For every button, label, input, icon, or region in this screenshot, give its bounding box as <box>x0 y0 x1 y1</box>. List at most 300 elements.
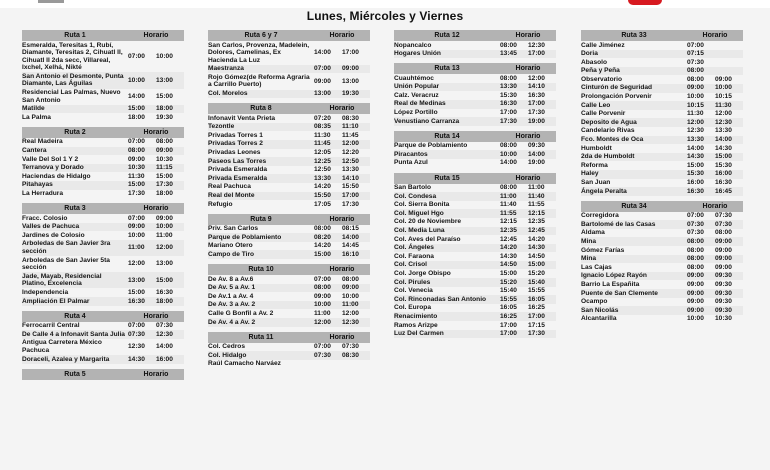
schedule-label: Horario <box>143 205 169 213</box>
end-time: 16:45 <box>715 187 732 195</box>
start-time: 09:00 <box>314 292 331 300</box>
end-time: 12:00 <box>156 244 173 252</box>
colony-name: Parque de Poblamiento <box>208 233 282 241</box>
table-row <box>581 75 743 84</box>
start-time: 08:35 <box>314 123 331 131</box>
table-row <box>394 159 556 168</box>
table-row <box>581 255 743 264</box>
table-row <box>581 127 743 136</box>
schedule-label: Horario <box>143 312 169 320</box>
table-row <box>22 240 184 256</box>
end-time: 11:55 <box>528 201 545 209</box>
table-row <box>22 181 184 190</box>
end-time: 13:00 <box>156 76 173 84</box>
brand-logo <box>628 0 662 5</box>
colony-name: Fracc. Colosio <box>22 214 68 222</box>
table-row <box>581 93 743 102</box>
start-time: 15:00 <box>128 105 145 113</box>
end-time: 12:00 <box>715 110 732 118</box>
colony-name: Col. Jorge Obispo <box>394 269 451 277</box>
start-time: 15:30 <box>500 91 517 99</box>
end-time: 07:30 <box>156 322 173 330</box>
table-row <box>208 73 370 89</box>
end-time: 12:15 <box>528 209 545 217</box>
table-row <box>581 315 743 324</box>
table-row <box>394 142 556 151</box>
start-time: 15:00 <box>687 161 704 169</box>
colony-name: Tezontle <box>208 123 235 131</box>
table-row <box>208 284 370 293</box>
table-row <box>581 272 743 281</box>
start-time: 10:00 <box>687 93 704 101</box>
colony-name: Priv. San Carlos <box>208 225 259 233</box>
colony-name: Col. Cedros <box>208 343 246 351</box>
table-row <box>394 261 556 270</box>
colony-name: Real del Monte <box>208 192 255 199</box>
start-time: 17:00 <box>500 330 517 338</box>
colony-name: Ocampo <box>581 298 608 306</box>
colony-name: Parque de Poblamiento <box>394 142 468 150</box>
start-time: 09:00 <box>128 155 145 163</box>
table-row <box>208 200 370 209</box>
start-time: 10:00 <box>128 76 145 84</box>
table-row <box>394 50 556 59</box>
table-row <box>22 72 184 88</box>
colony-name: Campo de Tiro <box>208 250 255 258</box>
table-row <box>394 41 556 50</box>
table-row <box>22 272 184 288</box>
start-time: 11:30 <box>687 110 704 118</box>
schedule-column-4 <box>581 30 743 328</box>
table-row <box>394 252 556 261</box>
start-time: 15:00 <box>314 250 331 258</box>
colony-name: Raúl Camacho Narváez <box>208 360 281 368</box>
start-time: 15:00 <box>128 181 145 189</box>
table-row <box>208 292 370 301</box>
table-row <box>394 235 556 244</box>
end-time: 15:00 <box>528 261 545 269</box>
table-row <box>22 105 184 114</box>
start-time: 14:30 <box>128 355 145 363</box>
start-time: 14:00 <box>500 159 517 167</box>
schedule-label: Horario <box>515 65 541 73</box>
start-time: 14:30 <box>500 252 517 260</box>
logo-mark <box>38 0 64 3</box>
colony-name: Infonavit Venta Prieta <box>208 114 276 122</box>
route-name: Ruta 33 <box>621 32 647 39</box>
start-time: 07:30 <box>687 220 704 228</box>
route-header <box>208 103 370 114</box>
table-row <box>208 183 370 192</box>
start-time: 07:15 <box>687 50 704 58</box>
end-time: 09:00 <box>715 75 732 83</box>
end-time: 14:10 <box>528 83 545 91</box>
end-time: 09:00 <box>715 255 732 263</box>
route-name: Ruta 2 <box>64 128 86 136</box>
table-row <box>581 84 743 93</box>
start-time: 08:00 <box>500 74 517 82</box>
end-time: 11:15 <box>156 164 173 172</box>
route-name: Ruta 1 <box>64 32 86 39</box>
route-name: Ruta 3 <box>64 205 86 213</box>
colony-name: Privadas Torres 1 <box>208 131 263 139</box>
start-time: 12:05 <box>314 149 331 157</box>
route-table <box>22 203 184 306</box>
end-time: 08:00 <box>715 229 732 237</box>
end-time: 12:30 <box>528 41 545 49</box>
route-table <box>22 30 184 122</box>
end-time: 14:30 <box>715 144 732 152</box>
end-time: 14:50 <box>528 252 545 260</box>
route-name: Ruta 11 <box>248 333 274 341</box>
table-row <box>208 192 370 201</box>
start-time: 09:00 <box>687 306 704 314</box>
end-time: 15:00 <box>715 153 732 161</box>
start-time: 07:00 <box>128 322 145 330</box>
colony-name: Calle Leo <box>581 101 611 109</box>
table-row <box>22 89 184 105</box>
start-time: 07:00 <box>128 52 145 60</box>
start-time: 08:00 <box>687 237 704 245</box>
schedule-label: Horario <box>329 215 355 223</box>
colony-name: Arboledas de San Javier 5ta sección <box>22 256 110 272</box>
table-row <box>208 250 370 259</box>
table-row <box>22 297 184 306</box>
end-time: 10:00 <box>715 84 732 92</box>
route-header <box>208 264 370 275</box>
table-row <box>22 256 184 272</box>
colony-name: San Juan <box>581 179 611 186</box>
table-row <box>22 164 184 173</box>
start-time: 09:00 <box>314 77 331 85</box>
route-header <box>22 127 184 138</box>
end-time: 12:20 <box>342 149 359 157</box>
table-row <box>581 298 743 307</box>
end-time: 09:30 <box>715 289 732 297</box>
start-time: 15:00 <box>128 288 145 296</box>
table-row <box>394 209 556 218</box>
start-time: 09:00 <box>687 272 704 280</box>
table-row <box>208 225 370 234</box>
end-time: 12:35 <box>528 218 545 226</box>
route-header <box>394 131 556 142</box>
schedule-label: Horario <box>329 105 355 113</box>
table-row <box>581 118 743 127</box>
start-time: 17:30 <box>128 190 145 197</box>
end-time: 15:30 <box>715 161 732 169</box>
end-time: 14:00 <box>715 136 732 144</box>
end-time: 15:00 <box>156 276 173 284</box>
start-time: 11:00 <box>128 244 145 252</box>
colony-name: Col. Pirules <box>394 278 431 286</box>
end-time: 11:40 <box>528 192 545 200</box>
table-row <box>581 136 743 145</box>
table-row <box>394 330 556 339</box>
colony-name: Col. Rinconadas San Antonio <box>394 295 487 303</box>
table-row <box>394 312 556 321</box>
table-row <box>22 41 184 72</box>
colony-name: Ramos Arizpe <box>394 321 438 329</box>
route-name: Ruta 34 <box>621 202 647 210</box>
end-time: 17:00 <box>528 50 545 58</box>
colony-name: De Av.1 a Av. 4 <box>208 292 254 300</box>
colony-name: Col. Aves del Paraíso <box>394 235 461 243</box>
route-table <box>208 214 370 259</box>
table-row <box>22 147 184 156</box>
end-time: 17:30 <box>528 330 545 338</box>
end-time: 15:55 <box>528 287 545 295</box>
end-time: 07:30 <box>715 220 732 228</box>
colony-name: Valle Del Sol 1 Y 2 <box>22 155 79 163</box>
start-time: 09:00 <box>687 298 704 306</box>
start-time: 12:15 <box>500 218 517 226</box>
start-time: 09:00 <box>687 84 704 92</box>
colony-name: Col. Venecia <box>394 287 433 295</box>
route-table <box>394 30 556 58</box>
end-time: 14:45 <box>342 242 359 250</box>
colony-name: Jardines de Colosio <box>22 231 85 239</box>
start-time: 07:30 <box>128 330 145 338</box>
start-time: 14:20 <box>314 242 331 250</box>
end-time: 07:30 <box>715 212 732 220</box>
colony-name: Hogares Unión <box>394 50 441 58</box>
colony-name: Arboledas de San Javier 3ra sección <box>22 240 111 255</box>
colony-name: Refugio <box>208 200 233 208</box>
colony-name: Calle G Bonfil a Av. 2 <box>208 309 274 317</box>
table-row <box>581 58 743 67</box>
end-time: 17:00 <box>342 192 359 199</box>
end-time: 10:30 <box>156 155 173 163</box>
table-row <box>581 263 743 272</box>
route-header <box>22 369 184 380</box>
colony-name: Privadas Leones <box>208 149 261 157</box>
start-time: 11:55 <box>500 209 517 217</box>
end-time: 16:00 <box>156 355 173 363</box>
colony-name: Real de Medinas <box>394 100 446 108</box>
end-time: 15:00 <box>156 92 173 100</box>
colony-name: Col. Sierra Bonita <box>394 201 450 209</box>
start-time: 13:30 <box>500 83 517 91</box>
table-row <box>22 355 184 364</box>
table-row <box>22 322 184 331</box>
end-time: 09:00 <box>156 214 173 222</box>
end-time: 14:00 <box>342 233 359 241</box>
end-time: 09:00 <box>342 65 359 73</box>
colony-name: Valles de Pachuca <box>22 223 80 231</box>
colony-name: Esmeralda, Teresitas 1, Rubí, Diamante, Teresitas 2, Cihuatl II, Cihuatl II 2da secc, Villareal, Ixchel, Xelhá, Nikté <box>22 41 123 72</box>
start-time: 12:30 <box>687 127 704 135</box>
route-header <box>581 30 743 41</box>
end-time: 19:30 <box>156 113 173 121</box>
table-row <box>208 149 370 158</box>
start-time: 08:00 <box>314 284 331 292</box>
colony-name: Ferrocarril Central <box>22 322 80 330</box>
route-table <box>22 127 184 198</box>
start-time: 07:00 <box>128 138 145 146</box>
end-time: 19:30 <box>342 90 359 98</box>
end-time: 11:00 <box>156 231 173 239</box>
table-row <box>208 301 370 310</box>
start-time: 15:40 <box>500 287 517 295</box>
schedule-label: Horario <box>515 32 541 39</box>
table-row <box>394 244 556 253</box>
table-row <box>22 339 184 355</box>
colony-name: Renacimiento <box>394 312 438 320</box>
start-time: 16:30 <box>500 100 517 108</box>
route-header <box>394 173 556 184</box>
end-time: 15:40 <box>528 278 545 286</box>
colony-name: Humboldt <box>581 144 612 152</box>
top-banner <box>0 0 770 8</box>
end-time: 13:00 <box>342 77 359 85</box>
route-header <box>208 214 370 225</box>
start-time: 11:30 <box>128 172 145 180</box>
table-row <box>22 288 184 297</box>
colony-name: Mina <box>581 237 597 245</box>
start-time: 12:45 <box>500 235 517 243</box>
start-time: 14:20 <box>314 183 331 191</box>
schedule-label: Horario <box>702 32 728 39</box>
end-time: 17:30 <box>528 109 545 117</box>
table-row <box>208 275 370 284</box>
route-name: Ruta 5 <box>64 370 86 378</box>
colony-name: Alcantarilla <box>581 315 617 323</box>
colony-name: Haciendas de Hidalgo <box>22 172 91 180</box>
schedule-label: Horario <box>143 370 169 378</box>
colony-name: De Av. 5 a Av. 1 <box>208 284 256 292</box>
end-time: 18:00 <box>156 297 173 305</box>
colony-name: Col. Crisol <box>394 261 427 269</box>
route-table <box>208 103 370 209</box>
table-row <box>394 287 556 296</box>
table-row <box>394 304 556 313</box>
end-time: 16:30 <box>156 288 173 296</box>
schedule-label: Horario <box>143 128 169 136</box>
colony-name: Col. Europa <box>394 304 431 312</box>
colony-name: San Bartolo <box>394 184 432 192</box>
table-row <box>22 155 184 164</box>
table-row <box>208 140 370 149</box>
start-time: 11:40 <box>500 201 517 209</box>
start-time: 07:30 <box>687 229 704 237</box>
colony-name: Fco. Montes de Oca <box>581 136 644 144</box>
colony-name: Mina <box>581 255 597 263</box>
route-header <box>22 30 184 41</box>
table-row <box>394 201 556 210</box>
colony-name: Rojo Gómez(de Reforma Agraria a Carrillo Puerto) <box>208 73 310 89</box>
end-time: 15:20 <box>528 269 545 277</box>
end-time: 12:50 <box>342 157 359 165</box>
start-time: 08:00 <box>500 41 517 49</box>
table-row <box>22 190 184 199</box>
colony-name: Nopancalco <box>394 41 432 49</box>
colony-name: Observatorio <box>581 75 623 83</box>
table-row <box>208 318 370 327</box>
route-table <box>208 264 370 327</box>
start-time: 08:00 <box>314 225 331 233</box>
table-row <box>208 351 370 360</box>
colony-name: Privada Esmeralda <box>208 166 268 174</box>
start-time: 15:30 <box>687 170 704 178</box>
colony-name: Doria <box>581 50 598 58</box>
end-time: 14:00 <box>156 343 173 351</box>
table-row <box>22 330 184 339</box>
table-row <box>22 223 184 232</box>
end-time: 19:00 <box>528 159 545 167</box>
schedule-label: Horario <box>515 132 541 140</box>
end-time: 09:00 <box>342 284 359 292</box>
end-time: 10:00 <box>342 292 359 300</box>
end-time: 15:00 <box>156 172 173 180</box>
start-time: 16:30 <box>128 297 145 305</box>
colony-name: San Carlos, Provenza, Madelein, Dolores, Camelinas, Ex Hacienda La Luz <box>208 41 310 64</box>
end-time: 12:30 <box>342 318 359 326</box>
end-time: 11:10 <box>342 123 359 131</box>
end-time: 11:30 <box>715 101 732 109</box>
start-time: 07:20 <box>314 114 331 122</box>
colony-name: Haley <box>581 170 599 178</box>
end-time: 09:30 <box>715 272 732 280</box>
start-time: 11:00 <box>314 309 331 317</box>
start-time: 13:00 <box>314 90 331 98</box>
end-time: 11:45 <box>342 131 359 139</box>
route-header <box>581 201 743 212</box>
route-name: Ruta 15 <box>434 174 460 182</box>
end-time: 08:00 <box>342 275 359 283</box>
colony-name: Cuauhtémoc <box>394 74 434 82</box>
start-time: 08:00 <box>687 67 704 75</box>
colony-name: Cantera <box>22 147 47 155</box>
table-row <box>394 109 556 118</box>
route-name: Ruta 12 <box>434 32 460 39</box>
end-time: 11:00 <box>528 184 545 192</box>
table-row <box>208 233 370 242</box>
table-row <box>208 157 370 166</box>
colony-name: Ignacio López Rayón <box>581 272 647 280</box>
end-time: 12:00 <box>342 140 359 148</box>
colony-name: Ángela Peralta <box>581 187 627 195</box>
start-time: 13:30 <box>687 136 704 144</box>
start-time: 13:30 <box>314 174 331 182</box>
table-row <box>581 187 743 196</box>
table-row <box>581 101 743 110</box>
colony-name: Calle Porvenir <box>581 110 626 118</box>
end-time: 09:30 <box>528 142 545 150</box>
end-time: 17:00 <box>342 49 359 57</box>
end-time: 08:00 <box>156 138 173 146</box>
colony-name: Col. Morelos <box>208 90 248 98</box>
colony-name: 2da de Humboldt <box>581 153 635 161</box>
end-time: 16:30 <box>715 179 732 186</box>
table-row <box>394 295 556 304</box>
end-time: 16:00 <box>715 170 732 178</box>
start-time: 15:00 <box>500 269 517 277</box>
table-row <box>581 41 743 50</box>
start-time: 10:30 <box>128 164 145 172</box>
end-time: 08:30 <box>342 351 359 359</box>
colony-name: Col. Media Luna <box>394 227 445 234</box>
route-header <box>394 30 556 41</box>
start-time: 16:00 <box>687 179 704 186</box>
route-table <box>581 201 743 324</box>
route-name: Ruta 9 <box>250 215 272 223</box>
colony-name: Candelario Rivas <box>581 127 635 135</box>
colony-name: Bartolomé de las Casas <box>581 220 656 228</box>
colony-name: Real Madeira <box>22 138 63 146</box>
start-time: 10:00 <box>314 301 331 309</box>
start-time: 07:30 <box>687 58 704 66</box>
end-time: 19:00 <box>528 117 545 125</box>
